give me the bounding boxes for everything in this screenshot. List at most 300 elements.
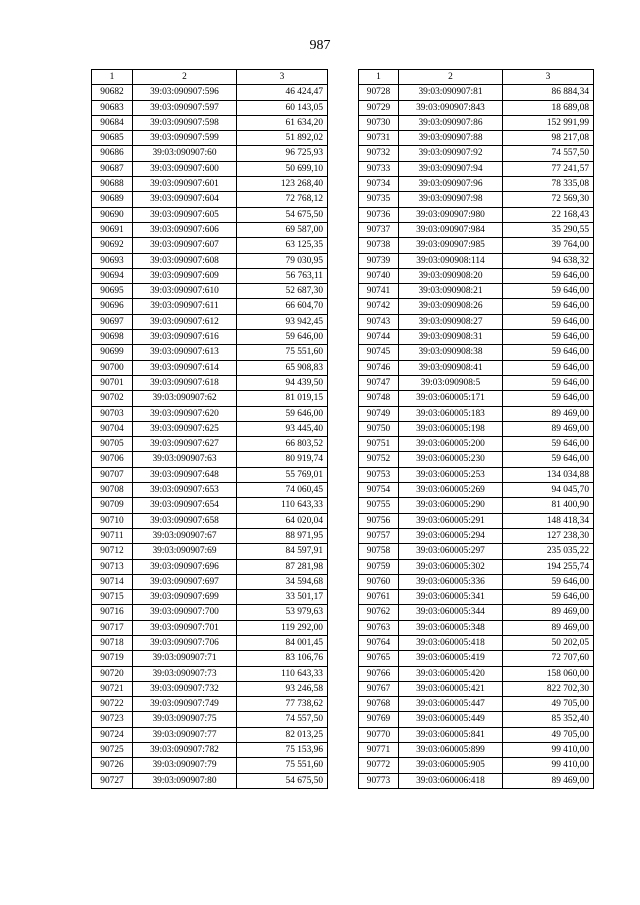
cadastral-value: 98 217,08: [503, 131, 594, 146]
table-row: [359, 360, 594, 375]
row-number: 90708: [92, 483, 133, 498]
table-row: [359, 253, 594, 268]
row-number: 90754: [359, 483, 399, 498]
cadastral-number: 39:03:090907:67: [133, 528, 237, 543]
cadastral-number: 39:03:090907:71: [133, 651, 237, 666]
table-row: [359, 161, 594, 176]
cadastral-number: 39:03:090907:79: [133, 758, 237, 773]
cadastral-value: 89 469,00: [503, 421, 594, 436]
table-row: [359, 115, 594, 130]
row-number: 90712: [92, 544, 133, 559]
table-row: [92, 620, 328, 635]
cadastral-value: 52 687,30: [237, 284, 328, 299]
registry-body-right: [359, 85, 594, 789]
row-number: 90707: [92, 467, 133, 482]
row-number: 90763: [359, 620, 399, 635]
cadastral-number: 39:03:090908:114: [399, 253, 503, 268]
cadastral-number: 39:03:060005:899: [399, 743, 503, 758]
row-number: 90729: [359, 100, 399, 115]
table-row: [359, 697, 594, 712]
row-number: 90700: [92, 360, 133, 375]
table-row: [92, 314, 328, 329]
cadastral-number: 39:03:090908:27: [399, 314, 503, 329]
table-row: [92, 483, 328, 498]
table-row: [92, 528, 328, 543]
table-row: [359, 299, 594, 314]
table-row: [92, 406, 328, 421]
row-number: 90753: [359, 467, 399, 482]
row-number: 90769: [359, 712, 399, 727]
row-number: 90695: [92, 284, 133, 299]
cadastral-number: 39:03:090907:62: [133, 391, 237, 406]
cadastral-value: 59 646,00: [503, 345, 594, 360]
cadastral-number: 39:03:090907:63: [133, 452, 237, 467]
cadastral-number: 39:03:090908:38: [399, 345, 503, 360]
table-row: [359, 100, 594, 115]
cadastral-number: 39:03:090907:73: [133, 666, 237, 681]
cadastral-number: 39:03:090907:598: [133, 115, 237, 130]
table-row: [359, 758, 594, 773]
table-row: [92, 100, 328, 115]
row-number: 90751: [359, 437, 399, 452]
header-col-1: 1: [92, 70, 133, 85]
row-number: 90742: [359, 299, 399, 314]
header-col-3: 3: [237, 70, 328, 85]
row-number: 90709: [92, 498, 133, 513]
row-number: 90693: [92, 253, 133, 268]
cadastral-value: 59 646,00: [503, 391, 594, 406]
row-number: 90696: [92, 299, 133, 314]
table-row: [92, 681, 328, 696]
table-row: [92, 544, 328, 559]
cadastral-number: 39:03:090907:697: [133, 574, 237, 589]
cadastral-value: 94 439,50: [237, 375, 328, 390]
row-number: 90770: [359, 727, 399, 742]
cadastral-number: 39:03:060005:198: [399, 421, 503, 436]
row-number: 90732: [359, 146, 399, 161]
table-row: [359, 314, 594, 329]
cadastral-number: 39:03:060005:171: [399, 391, 503, 406]
row-number: 90705: [92, 437, 133, 452]
row-number: 90717: [92, 620, 133, 635]
cadastral-number: 39:03:090907:782: [133, 743, 237, 758]
row-number: 90740: [359, 268, 399, 283]
row-number: 90738: [359, 238, 399, 253]
cadastral-value: 93 445,40: [237, 421, 328, 436]
table-row: [92, 635, 328, 650]
cadastral-number: 39:03:060005:841: [399, 727, 503, 742]
row-number: 90725: [92, 743, 133, 758]
cadastral-number: 39:03:060005:297: [399, 544, 503, 559]
cadastral-number: 39:03:090907:732: [133, 681, 237, 696]
row-number: 90746: [359, 360, 399, 375]
table-row: [359, 467, 594, 482]
row-number: 90735: [359, 192, 399, 207]
cadastral-value: 127 238,30: [503, 528, 594, 543]
cadastral-number: 39:03:090907:86: [399, 115, 503, 130]
cadastral-number: 39:03:090908:31: [399, 330, 503, 345]
table-row: [92, 452, 328, 467]
cadastral-number: 39:03:090907:696: [133, 559, 237, 574]
row-number: 90704: [92, 421, 133, 436]
cadastral-number: 39:03:090907:601: [133, 177, 237, 192]
row-number: 90758: [359, 544, 399, 559]
cadastral-value: 80 919,74: [237, 452, 328, 467]
cadastral-value: 110 643,33: [237, 498, 328, 513]
row-number: 90691: [92, 222, 133, 237]
cadastral-value: 59 646,00: [237, 330, 328, 345]
table-row: [92, 161, 328, 176]
row-number: 90736: [359, 207, 399, 222]
table-row: [92, 330, 328, 345]
cadastral-number: 39:03:090907:980: [399, 207, 503, 222]
cadastral-number: 39:03:090907:616: [133, 330, 237, 345]
table-row: [359, 391, 594, 406]
row-number: 90686: [92, 146, 133, 161]
cadastral-number: 39:03:090907:610: [133, 284, 237, 299]
page-number: 987: [309, 38, 331, 53]
row-number: 90771: [359, 743, 399, 758]
table-row: [359, 177, 594, 192]
cadastral-value: 49 705,00: [503, 727, 594, 742]
table-row: [359, 743, 594, 758]
table-row: [92, 513, 328, 528]
cadastral-value: 78 335,08: [503, 177, 594, 192]
cadastral-number: 39:03:060005:253: [399, 467, 503, 482]
table-row: [92, 192, 328, 207]
cadastral-value: 59 646,00: [503, 330, 594, 345]
cadastral-number: 39:03:090907:96: [399, 177, 503, 192]
cadastral-number: 39:03:090908:21: [399, 284, 503, 299]
cadastral-number: 39:03:090908:41: [399, 360, 503, 375]
row-number: 90743: [359, 314, 399, 329]
cadastral-value: 84 597,91: [237, 544, 328, 559]
row-number: 90723: [92, 712, 133, 727]
row-number: 90721: [92, 681, 133, 696]
cadastral-value: 93 246,58: [237, 681, 328, 696]
cadastral-number: 39:03:060005:290: [399, 498, 503, 513]
row-number: 90687: [92, 161, 133, 176]
cadastral-value: 77 738,62: [237, 697, 328, 712]
cadastral-number: 39:03:090907:611: [133, 299, 237, 314]
row-number: 90741: [359, 284, 399, 299]
cadastral-number: 39:03:060005:447: [399, 697, 503, 712]
cadastral-value: 72 707,60: [503, 651, 594, 666]
cadastral-value: 83 106,76: [237, 651, 328, 666]
row-number: 90692: [92, 238, 133, 253]
row-number: 90745: [359, 345, 399, 360]
cadastral-value: 89 469,00: [503, 620, 594, 635]
cadastral-value: 59 646,00: [503, 360, 594, 375]
cadastral-value: 51 892,02: [237, 131, 328, 146]
cadastral-number: 39:03:090908:5: [399, 375, 503, 390]
cadastral-value: 54 675,50: [237, 773, 328, 788]
table-row: [92, 498, 328, 513]
cadastral-number: 39:03:060005:449: [399, 712, 503, 727]
row-number: 90739: [359, 253, 399, 268]
cadastral-number: 39:03:090907:94: [399, 161, 503, 176]
table-row: [92, 85, 328, 100]
cadastral-value: 59 646,00: [503, 314, 594, 329]
row-number: 90757: [359, 528, 399, 543]
cadastral-number: 39:03:060005:200: [399, 437, 503, 452]
row-number: 90750: [359, 421, 399, 436]
cadastral-number: 39:03:090907:658: [133, 513, 237, 528]
cadastral-number: 39:03:090907:985: [399, 238, 503, 253]
table-row: [359, 268, 594, 283]
table-row: [92, 773, 328, 788]
cadastral-number: 39:03:090907:88: [399, 131, 503, 146]
row-number: 90714: [92, 574, 133, 589]
cadastral-number: 39:03:090907:608: [133, 253, 237, 268]
table-row: [92, 559, 328, 574]
table-row: [92, 284, 328, 299]
header-row: [359, 70, 594, 85]
table-row: [359, 452, 594, 467]
cadastral-number: 39:03:060005:421: [399, 681, 503, 696]
table-row: [359, 513, 594, 528]
row-number: 90728: [359, 85, 399, 100]
cadastral-value: 74 060,45: [237, 483, 328, 498]
cadastral-number: 39:03:090907:627: [133, 437, 237, 452]
cadastral-number: 39:03:090907:607: [133, 238, 237, 253]
cadastral-value: 22 168,43: [503, 207, 594, 222]
cadastral-number: 39:03:090907:700: [133, 605, 237, 620]
cadastral-value: 89 469,00: [503, 406, 594, 421]
cadastral-number: 39:03:060005:294: [399, 528, 503, 543]
cadastral-number: 39:03:090908:20: [399, 268, 503, 283]
cadastral-value: 54 675,50: [237, 207, 328, 222]
cadastral-number: 39:03:090907:620: [133, 406, 237, 421]
cadastral-number: 39:03:090907:843: [399, 100, 503, 115]
cadastral-value: 59 646,00: [503, 299, 594, 314]
row-number: 90697: [92, 314, 133, 329]
row-number: 90706: [92, 452, 133, 467]
cadastral-value: 35 290,55: [503, 222, 594, 237]
table-row: [359, 712, 594, 727]
cadastral-number: 39:03:090907:92: [399, 146, 503, 161]
header-col-2: 2: [133, 70, 237, 85]
cadastral-value: 77 241,57: [503, 161, 594, 176]
row-number: 90767: [359, 681, 399, 696]
table-row: [92, 590, 328, 605]
cadastral-value: 18 689,08: [503, 100, 594, 115]
cadastral-number: 39:03:060005:230: [399, 452, 503, 467]
cadastral-number: 39:03:090907:597: [133, 100, 237, 115]
cadastral-number: 39:03:060005:341: [399, 590, 503, 605]
cadastral-value: 59 646,00: [503, 375, 594, 390]
row-number: 90731: [359, 131, 399, 146]
cadastral-number: 39:03:090907:612: [133, 314, 237, 329]
cadastral-number: 39:03:090907:653: [133, 483, 237, 498]
cadastral-value: 74 557,50: [237, 712, 328, 727]
table-row: [92, 467, 328, 482]
table-row: [92, 115, 328, 130]
cadastral-number: 39:03:090907:648: [133, 467, 237, 482]
cadastral-value: 88 971,95: [237, 528, 328, 543]
cadastral-value: 55 769,01: [237, 467, 328, 482]
header-row: [92, 70, 328, 85]
row-number: 90710: [92, 513, 133, 528]
table-row: [359, 773, 594, 788]
row-number: 90722: [92, 697, 133, 712]
table-row: [92, 131, 328, 146]
cadastral-value: 72 569,30: [503, 192, 594, 207]
cadastral-value: 63 125,35: [237, 238, 328, 253]
table-row: [359, 651, 594, 666]
table-row: [92, 743, 328, 758]
table-row: [92, 758, 328, 773]
cadastral-number: 39:03:060006:418: [399, 773, 503, 788]
row-number: 90756: [359, 513, 399, 528]
cadastral-value: 49 705,00: [503, 697, 594, 712]
table-row: [359, 574, 594, 589]
cadastral-value: 85 352,40: [503, 712, 594, 727]
row-number: 90737: [359, 222, 399, 237]
cadastral-value: 61 634,20: [237, 115, 328, 130]
cadastral-number: 39:03:090907:618: [133, 375, 237, 390]
row-number: 90752: [359, 452, 399, 467]
row-number: 90718: [92, 635, 133, 650]
cadastral-number: 39:03:090907:599: [133, 131, 237, 146]
cadastral-value: 59 646,00: [503, 574, 594, 589]
cadastral-number: 39:03:090908:26: [399, 299, 503, 314]
cadastral-number: 39:03:060005:302: [399, 559, 503, 574]
table-row: [359, 498, 594, 513]
cadastral-number: 39:03:090907:701: [133, 620, 237, 635]
table-row: [359, 483, 594, 498]
table-row: [359, 590, 594, 605]
cadastral-value: 81 019,15: [237, 391, 328, 406]
cadastral-value: 75 551,60: [237, 345, 328, 360]
header-col-1: 1: [359, 70, 399, 85]
cadastral-number: 39:03:090907:706: [133, 635, 237, 650]
row-number: 90720: [92, 666, 133, 681]
row-number: 90734: [359, 177, 399, 192]
cadastral-value: 59 646,00: [503, 284, 594, 299]
cadastral-value: 96 725,93: [237, 146, 328, 161]
cadastral-value: 53 979,63: [237, 605, 328, 620]
row-number: 90744: [359, 330, 399, 345]
table-row: [92, 605, 328, 620]
cadastral-value: 235 035,22: [503, 544, 594, 559]
row-number: 90715: [92, 590, 133, 605]
table-row: [92, 666, 328, 681]
registry-body-left: [92, 85, 328, 789]
table-row: [359, 131, 594, 146]
cadastral-number: 39:03:090907:75: [133, 712, 237, 727]
cadastral-value: 119 292,00: [237, 620, 328, 635]
cadastral-value: 89 469,00: [503, 773, 594, 788]
cadastral-number: 39:03:090907:605: [133, 207, 237, 222]
table-row: [92, 712, 328, 727]
row-number: 90730: [359, 115, 399, 130]
cadastral-number: 39:03:090907:699: [133, 590, 237, 605]
cadastral-number: 39:03:090907:77: [133, 727, 237, 742]
cadastral-value: 87 281,98: [237, 559, 328, 574]
row-number: 90689: [92, 192, 133, 207]
table-row: [92, 437, 328, 452]
row-number: 90733: [359, 161, 399, 176]
table-row: [359, 666, 594, 681]
cadastral-value: 89 469,00: [503, 605, 594, 620]
cadastral-value: 99 410,00: [503, 743, 594, 758]
row-number: 90761: [359, 590, 399, 605]
table-row: [359, 345, 594, 360]
table-row: [359, 421, 594, 436]
cadastral-value: 75 551,60: [237, 758, 328, 773]
cadastral-value: 66 803,52: [237, 437, 328, 452]
cadastral-number: 39:03:090907:614: [133, 360, 237, 375]
row-number: 90747: [359, 375, 399, 390]
cadastral-value: 86 884,34: [503, 85, 594, 100]
table-row: [359, 284, 594, 299]
row-number: 90760: [359, 574, 399, 589]
cadastral-number: 39:03:090907:609: [133, 268, 237, 283]
cadastral-value: 148 418,34: [503, 513, 594, 528]
table-row: [359, 330, 594, 345]
cadastral-value: 46 424,47: [237, 85, 328, 100]
cadastral-number: 39:03:060005:418: [399, 635, 503, 650]
cadastral-number: 39:03:060005:420: [399, 666, 503, 681]
cadastral-value: 59 646,00: [503, 268, 594, 283]
row-number: 90682: [92, 85, 133, 100]
row-number: 90694: [92, 268, 133, 283]
table-row: [92, 360, 328, 375]
row-number: 90699: [92, 345, 133, 360]
cadastral-value: 59 646,00: [237, 406, 328, 421]
cadastral-number: 39:03:090907:654: [133, 498, 237, 513]
cadastral-value: 59 646,00: [503, 452, 594, 467]
cadastral-value: 39 764,00: [503, 238, 594, 253]
cadastral-value: 60 143,05: [237, 100, 328, 115]
row-number: 90762: [359, 605, 399, 620]
cadastral-value: 50 699,10: [237, 161, 328, 176]
row-number: 90685: [92, 131, 133, 146]
table-row: [92, 574, 328, 589]
header-col-3: 3: [503, 70, 594, 85]
row-number: 90749: [359, 406, 399, 421]
cadastral-value: 822 702,30: [503, 681, 594, 696]
row-number: 90713: [92, 559, 133, 574]
table-row: [92, 222, 328, 237]
cadastral-value: 74 557,50: [503, 146, 594, 161]
cadastral-value: 82 013,25: [237, 727, 328, 742]
table-row: [359, 375, 594, 390]
cadastral-value: 66 604,70: [237, 299, 328, 314]
cadastral-number: 39:03:060005:419: [399, 651, 503, 666]
cadastral-value: 94 045,70: [503, 483, 594, 498]
table-row: [359, 238, 594, 253]
table-row: [359, 559, 594, 574]
table-row: [359, 222, 594, 237]
table-row: [359, 605, 594, 620]
table-row: [359, 146, 594, 161]
cadastral-value: 134 034,88: [503, 467, 594, 482]
cadastral-number: 39:03:060005:291: [399, 513, 503, 528]
cadastral-number: 39:03:090907:60: [133, 146, 237, 161]
row-number: 90698: [92, 330, 133, 345]
cadastral-number: 39:03:090907:606: [133, 222, 237, 237]
cadastral-value: 50 202,05: [503, 635, 594, 650]
cadastral-value: 152 991,99: [503, 115, 594, 130]
row-number: 90684: [92, 115, 133, 130]
row-number: 90748: [359, 391, 399, 406]
row-number: 90724: [92, 727, 133, 742]
row-number: 90759: [359, 559, 399, 574]
cadastral-value: 93 942,45: [237, 314, 328, 329]
table-row: [92, 421, 328, 436]
